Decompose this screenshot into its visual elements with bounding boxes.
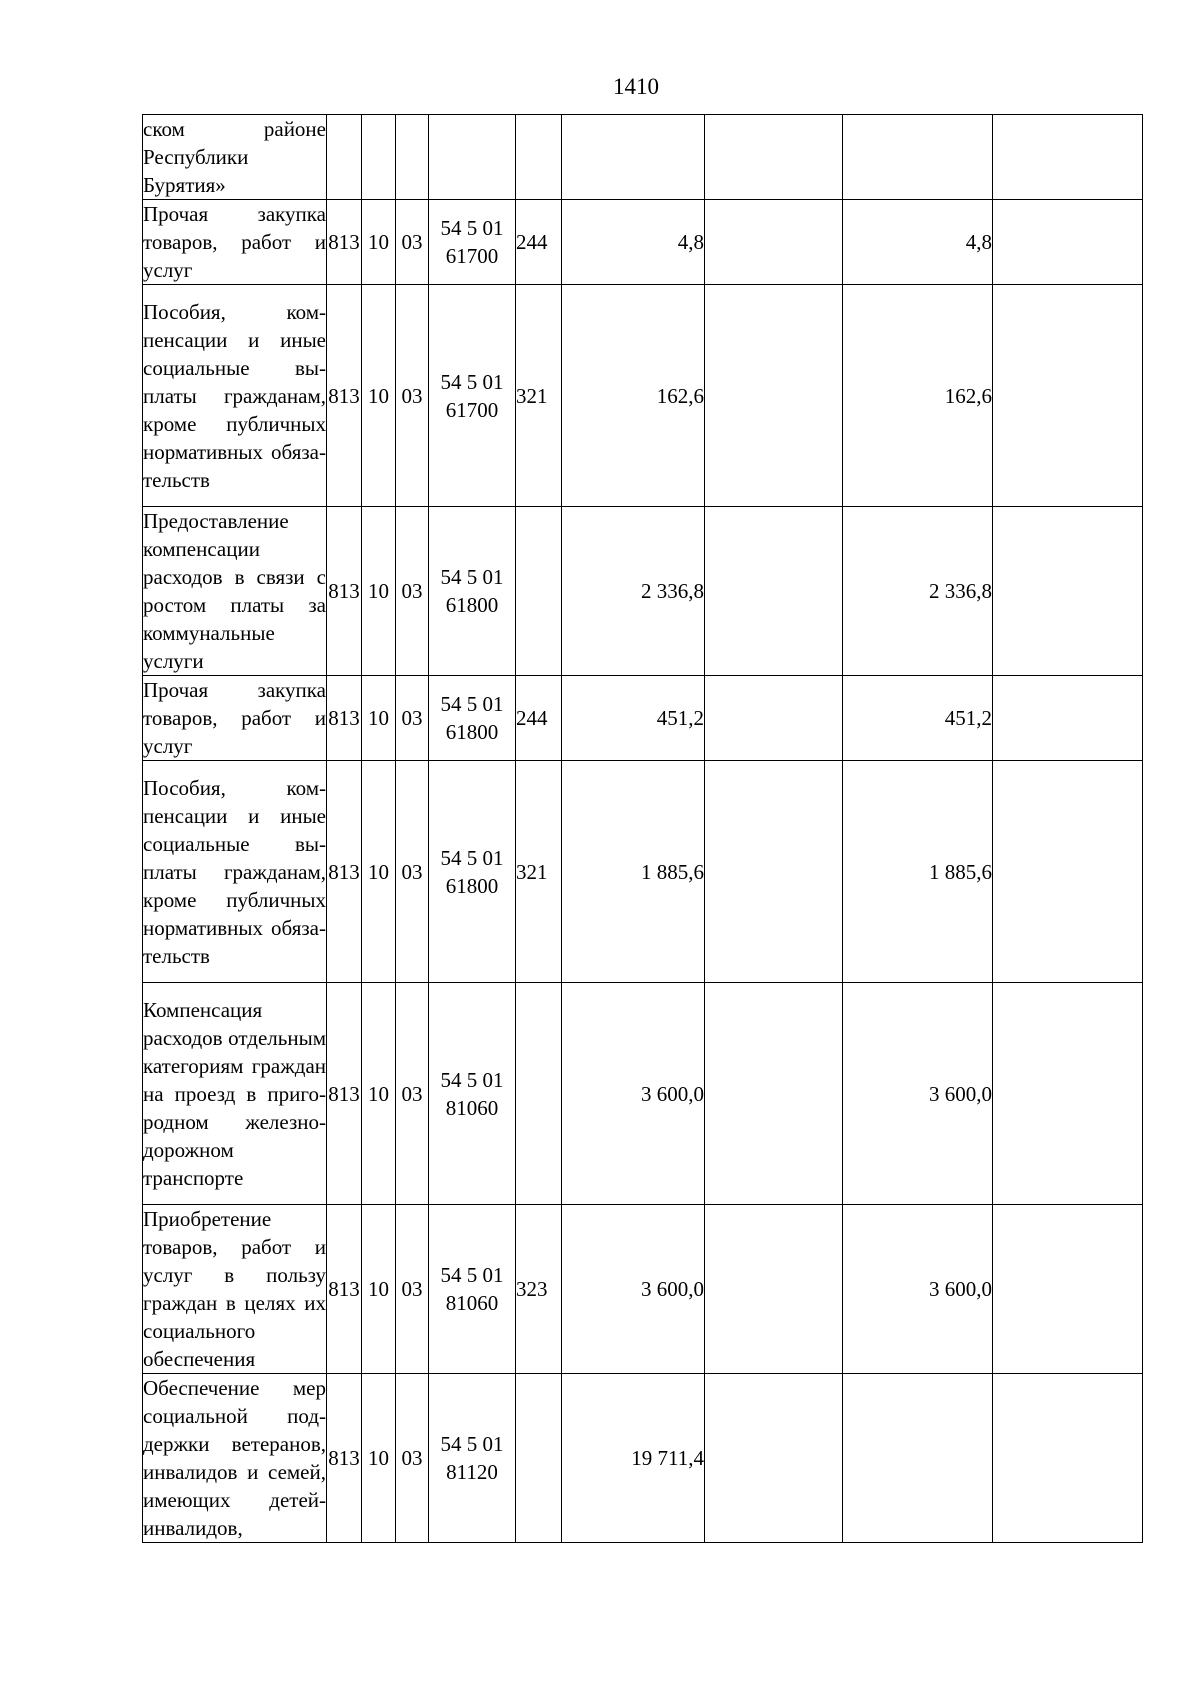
amount-column-2 (705, 761, 843, 983)
table-row (143, 1205, 1143, 1374)
page-number: 1410 (613, 74, 659, 99)
expense-type-code (516, 1374, 562, 1543)
table-row (143, 1374, 1143, 1543)
amount-column-4 (993, 115, 1143, 200)
amount-total: 19 711,4 (562, 1374, 705, 1543)
target-article-code-part2: 61700 (445, 244, 499, 268)
expense-type-code: 323 (516, 1205, 562, 1374)
amount-total (562, 115, 705, 200)
amount-total: 1 885,6 (562, 761, 705, 983)
amount-column-3: 451,2 (843, 676, 993, 761)
ministry-code: 813 (327, 1205, 362, 1374)
row-name: Прочая закупка товаров, работ и услуг (143, 676, 327, 761)
amount-column-3: 3 600,0 (843, 1205, 993, 1374)
table-row (143, 761, 1143, 983)
section-code: 10 (362, 761, 396, 983)
amount-total: 451,2 (562, 676, 705, 761)
section-code (362, 115, 396, 200)
budget-table (142, 114, 1143, 1543)
amount-column-4 (993, 983, 1143, 1205)
section-code: 10 (362, 1205, 396, 1374)
target-article-code (429, 285, 516, 507)
amount-column-2 (705, 285, 843, 507)
subsection-code: 03 (396, 761, 429, 983)
amount-column-4 (993, 285, 1143, 507)
amount-column-3: 2 336,8 (843, 507, 993, 676)
amount-column-3: 1 885,6 (843, 761, 993, 983)
section-code: 10 (362, 507, 396, 676)
target-article-code-part1: 54 5 01 (440, 1263, 504, 1287)
amount-column-3: 4,8 (843, 200, 993, 285)
subsection-code: 03 (396, 1205, 429, 1374)
target-article-code-part1: 54 5 01 (440, 1432, 504, 1456)
amount-column-2 (705, 1205, 843, 1374)
amount-column-4 (993, 1374, 1143, 1543)
target-article-code-part1: 54 5 01 (440, 369, 504, 394)
amount-column-3 (843, 115, 993, 200)
amount-total: 4,8 (562, 200, 705, 285)
section-code: 10 (362, 285, 396, 507)
row-name: Пособия, компенсации и иные социальные выплаты гражданам, кроме публичных нормативных обязательств (143, 285, 327, 507)
target-article-code-part2: 81060 (445, 1095, 499, 1120)
target-article-code (429, 1205, 516, 1374)
section-code: 10 (362, 983, 396, 1205)
ministry-code: 813 (327, 676, 362, 761)
ministry-code: 813 (327, 1374, 362, 1543)
target-article-code-part2: 81060 (445, 1291, 499, 1315)
target-article-code (429, 983, 516, 1205)
subsection-code: 03 (396, 507, 429, 676)
amount-total: 162,6 (562, 285, 705, 507)
row-name: Прочая закупка товаров, работ и услуг (143, 200, 327, 285)
table-row (143, 285, 1143, 507)
ministry-code: 813 (327, 507, 362, 676)
row-name: Предоставление компенсации расходов в связи с ростом платы за коммунальные услуги (143, 507, 327, 676)
ministry-code: 813 (327, 285, 362, 507)
table-row (143, 115, 1143, 200)
row-name: Компенсация расходов отдельным категориям граждан на проезд в пригородном железнодорожном транспорте (143, 983, 327, 1205)
amount-column-4 (993, 507, 1143, 676)
amount-column-2 (705, 983, 843, 1205)
target-article-code (429, 676, 516, 761)
target-article-code-part1: 54 5 01 (440, 216, 504, 240)
amount-column-2 (705, 115, 843, 200)
target-article-code-part2: 81120 (446, 1460, 498, 1484)
amount-column-4 (993, 1205, 1143, 1374)
expense-type-code (516, 115, 562, 200)
amount-column-4 (993, 761, 1143, 983)
amount-total: 3 600,0 (562, 983, 705, 1205)
subsection-code: 03 (396, 285, 429, 507)
subsection-code: 03 (396, 983, 429, 1205)
amount-column-2 (705, 1374, 843, 1543)
section-code: 10 (362, 1374, 396, 1543)
target-article-code-part2: 61800 (445, 873, 499, 898)
table-row (143, 507, 1143, 676)
target-article-code (429, 115, 516, 200)
target-article-code-part1: 54 5 01 (440, 565, 504, 589)
target-article-code-part2: 61800 (445, 593, 499, 617)
amount-column-2 (705, 676, 843, 761)
amount-column-2 (705, 507, 843, 676)
amount-column-3 (843, 1374, 993, 1543)
target-article-code (429, 200, 516, 285)
ministry-code (327, 115, 362, 200)
row-name: ском районе Республики Бурятия» (143, 115, 327, 200)
target-article-code (429, 507, 516, 676)
expense-type-code: 321 (516, 761, 562, 983)
target-article-code-part1: 54 5 01 (440, 1067, 504, 1092)
expense-type-code (516, 983, 562, 1205)
table-row (143, 983, 1143, 1205)
target-article-code-part2: 61800 (445, 720, 499, 744)
row-name: Пособия, компенсации и иные социальные выплаты гражданам, кроме публичных нормативных обязательств (143, 761, 327, 983)
target-article-code-part1: 54 5 01 (440, 692, 504, 716)
table-row (143, 676, 1143, 761)
row-name: Обеспечение мер социальной поддержки ветеранов, инвалидов и семей, имеющих детей-инвалидов, (143, 1374, 327, 1543)
amount-column-3: 3 600,0 (843, 983, 993, 1205)
section-code: 10 (362, 676, 396, 761)
amount-column-2 (705, 200, 843, 285)
row-name: Приобретение товаров, работ и услуг в пользу граждан в целях их социального обеспечения (143, 1205, 327, 1374)
target-article-code-part1: 54 5 01 (440, 845, 504, 870)
expense-type-code (516, 507, 562, 676)
ministry-code: 813 (327, 761, 362, 983)
subsection-code: 03 (396, 200, 429, 285)
expense-type-code: 244 (516, 200, 562, 285)
expense-type-code: 244 (516, 676, 562, 761)
subsection-code (396, 115, 429, 200)
expense-type-code: 321 (516, 285, 562, 507)
table-row (143, 200, 1143, 285)
amount-total: 2 336,8 (562, 507, 705, 676)
amount-total: 3 600,0 (562, 1205, 705, 1374)
target-article-code (429, 761, 516, 983)
ministry-code: 813 (327, 983, 362, 1205)
amount-column-3: 162,6 (843, 285, 993, 507)
subsection-code: 03 (396, 1374, 429, 1543)
amount-column-4 (993, 200, 1143, 285)
amount-column-4 (993, 676, 1143, 761)
subsection-code: 03 (396, 676, 429, 761)
ministry-code: 813 (327, 200, 362, 285)
section-code: 10 (362, 200, 396, 285)
target-article-code-part2: 61700 (445, 397, 499, 422)
target-article-code (429, 1374, 516, 1543)
